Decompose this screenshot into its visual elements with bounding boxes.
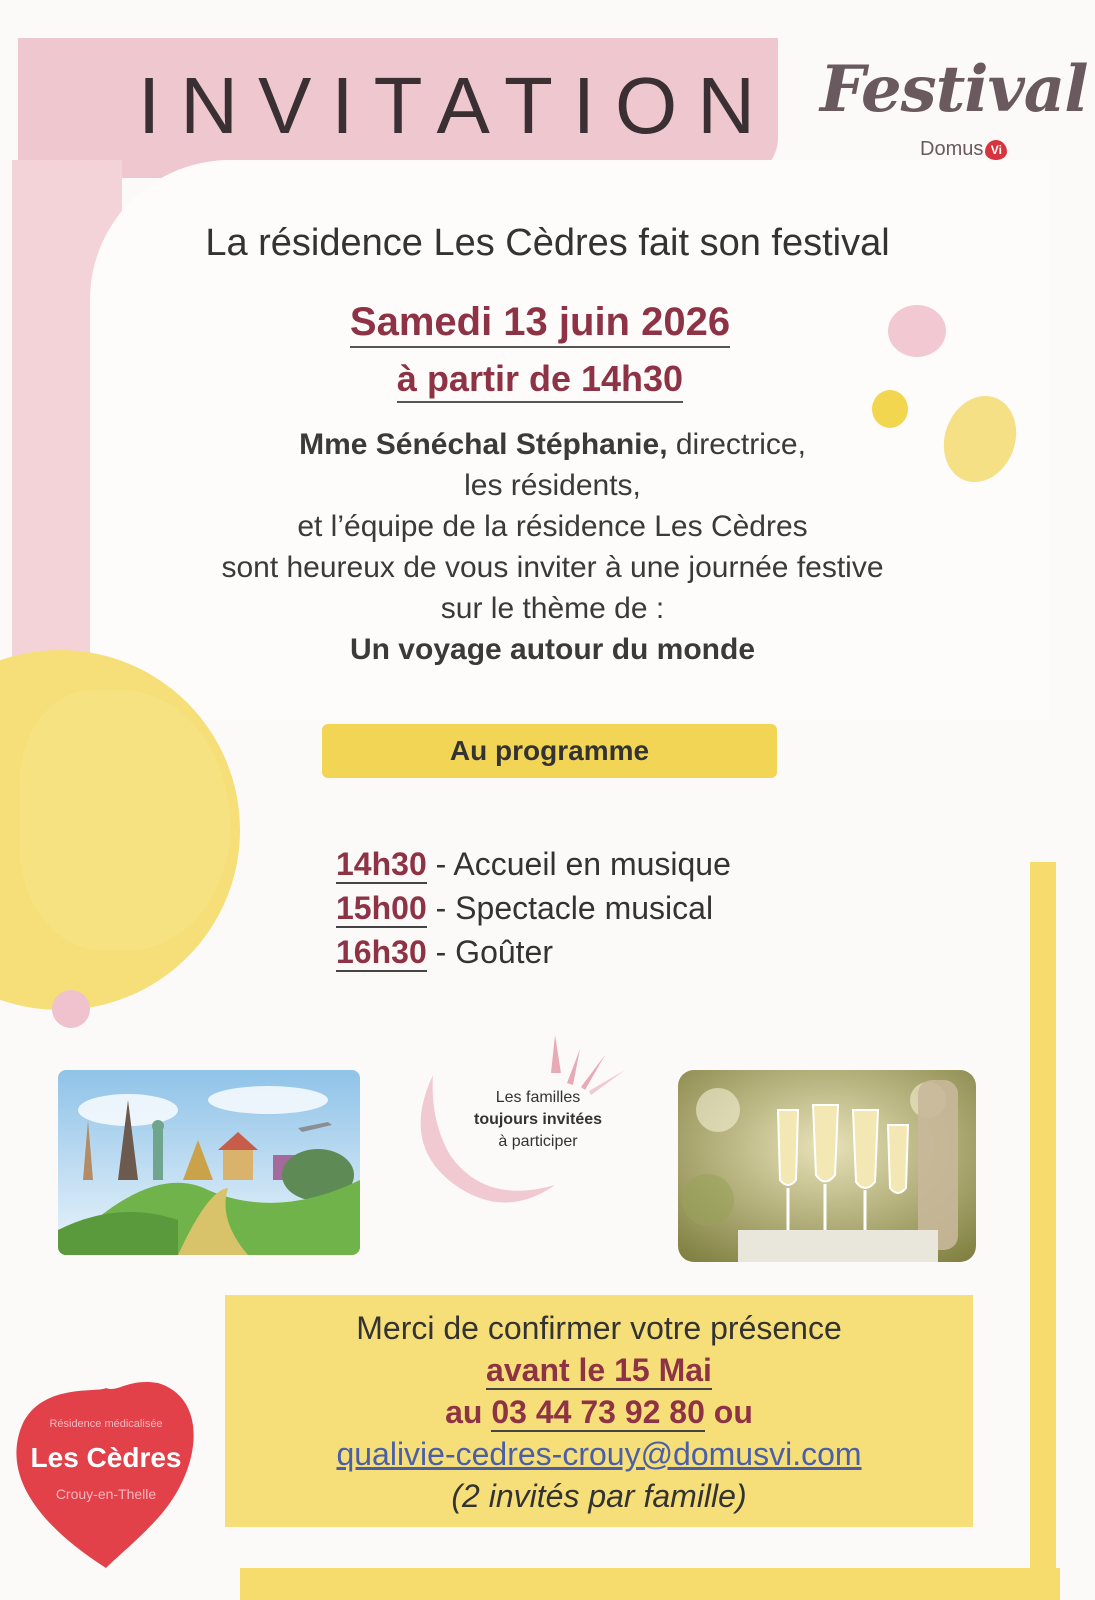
rsvp-box xyxy=(225,1295,973,1527)
host-name: Mme Sénéchal Stéphanie, xyxy=(299,428,668,461)
event-theme: Un voyage autour du monde xyxy=(349,633,756,666)
schedule-separator: - xyxy=(426,846,454,882)
pink-dot-small xyxy=(52,990,90,1028)
schedule-separator: - xyxy=(426,934,456,970)
domusvi-logo-text: Domus xyxy=(920,138,984,160)
message-line: sur le thème de : xyxy=(440,592,665,625)
badge-name: Les Cèdres xyxy=(30,1442,182,1473)
families-line: à participer xyxy=(498,1133,578,1150)
rsvp-deadline xyxy=(225,1349,973,1391)
rsvp-note: (2 invités par famille) xyxy=(451,1478,747,1514)
rsvp-line: Merci de confirmer votre présence xyxy=(356,1310,842,1346)
families-text xyxy=(433,1087,643,1153)
rsvp-text xyxy=(225,1307,973,1517)
domusvi-logo xyxy=(920,138,1007,161)
heart-icon: Vi xyxy=(985,140,1007,160)
rsvp-phone-suffix: ou xyxy=(704,1394,753,1430)
families-note xyxy=(405,1035,645,1215)
families-line: Les familles xyxy=(495,1089,581,1106)
event-date-text: Samedi 13 juin 2026 xyxy=(350,300,730,348)
families-line: toujours invitées xyxy=(473,1111,603,1128)
message-line: les résidents, xyxy=(464,469,641,502)
yellow-bottom-bar xyxy=(240,1568,1060,1600)
event-time xyxy=(0,358,1080,400)
champagne-glasses-illustration xyxy=(678,1070,976,1262)
event-time-text: à partir de 14h30 xyxy=(397,358,683,403)
rsvp-phone[interactable]: 03 44 73 92 80 xyxy=(491,1394,705,1430)
champagne-photo xyxy=(678,1070,976,1262)
schedule-label: Spectacle musical xyxy=(455,890,714,926)
badge-subtitle: Résidence médicalisée xyxy=(49,1418,163,1430)
rsvp-phone-line xyxy=(225,1391,973,1433)
program-schedule xyxy=(336,842,731,974)
rsvp-email-link[interactable]: qualivie-cedres-crouy@domusvi.com xyxy=(336,1436,862,1472)
rsvp-deadline-text: avant le 15 Mai xyxy=(486,1352,712,1388)
festival-logo: Festival xyxy=(820,52,1088,127)
rsvp-phone-prefix: au xyxy=(445,1394,492,1430)
message-line: et l’équipe de la résidence Les Cèdres xyxy=(297,510,808,543)
program-heading: Au programme xyxy=(322,724,777,778)
world-landmarks-illustration xyxy=(58,1070,360,1255)
badge-location: Crouy-en-Thelle xyxy=(55,1486,157,1502)
les-cedres-logo xyxy=(8,1378,204,1574)
host-role: directrice, xyxy=(667,428,806,461)
schedule-label: Goûter xyxy=(455,934,553,970)
schedule-label: Accueil en musique xyxy=(453,846,731,882)
heart-logo-icon xyxy=(8,1378,204,1574)
schedule-time: 15h00 xyxy=(336,890,427,926)
schedule-separator: - xyxy=(426,890,456,926)
invitation-message xyxy=(0,424,1095,670)
rsvp-email-line xyxy=(225,1433,973,1475)
schedule-item xyxy=(336,842,731,886)
schedule-time: 14h30 xyxy=(336,846,427,882)
event-date xyxy=(0,300,1080,345)
schedule-item xyxy=(336,886,731,930)
schedule-item xyxy=(336,930,731,974)
page-title: INVITATION xyxy=(138,61,776,150)
schedule-time: 16h30 xyxy=(336,934,427,970)
world-landmarks-image xyxy=(58,1070,360,1255)
event-subtitle: La résidence Les Cèdres fait son festival xyxy=(205,222,890,264)
yellow-side-bar xyxy=(1030,862,1056,1600)
message-line: sont heureux de vous inviter à une journée festive xyxy=(221,551,884,584)
